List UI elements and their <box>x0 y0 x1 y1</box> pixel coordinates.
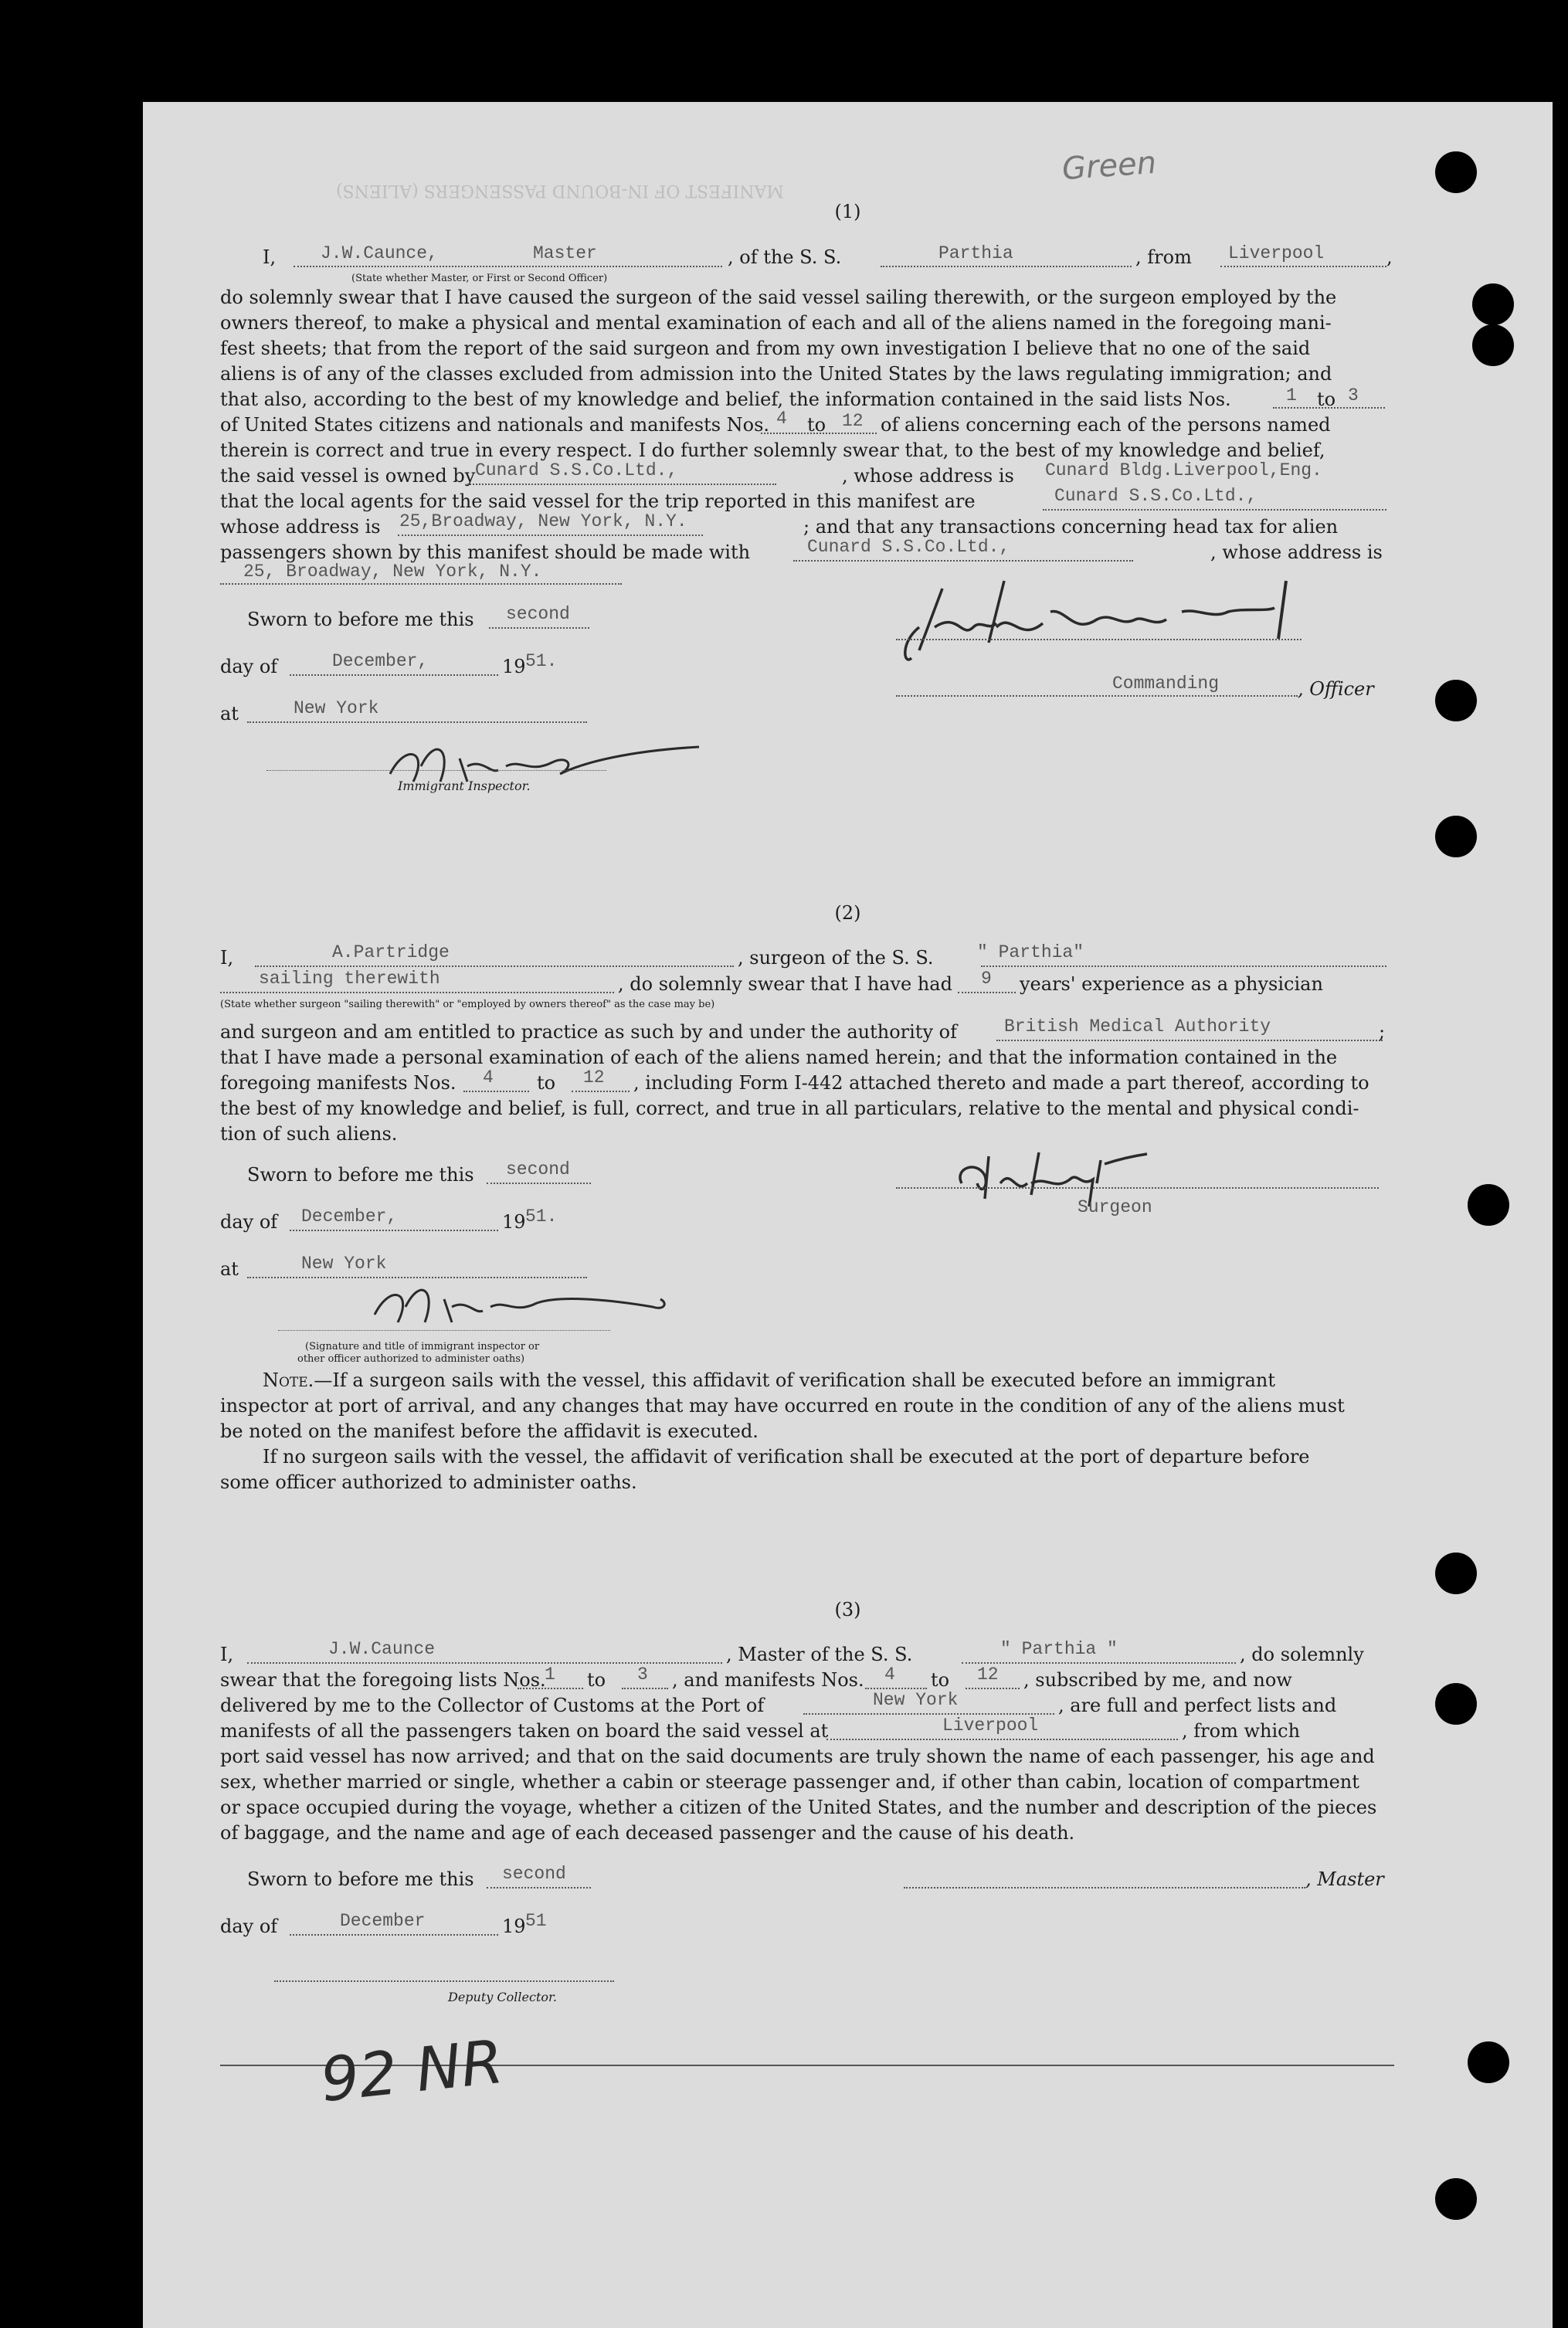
s1-officer-sign-line <box>896 639 1302 640</box>
s1-port-line <box>1220 266 1386 267</box>
s1-rank-caption: (State whether Master, or First or Second Officer) <box>351 273 608 284</box>
note-line3: be noted on the manifest before the affidavit is executed. <box>220 1420 759 1442</box>
s3-lists-to: 3 <box>637 1665 648 1685</box>
handwritten-code: 92 NR <box>317 2027 507 2116</box>
s3-day-of: day of <box>220 1916 278 1937</box>
s1-line4: aliens is of any of the classes excluded from admission into the United States by the laws regulating immigration; and <box>220 363 1332 385</box>
s1-line5: that also, according to the best of my knowledge and belief, the information contained in the said lists Nos. <box>220 389 1231 410</box>
s3-port-line <box>803 1713 1054 1715</box>
s2-inspector-signature <box>359 1268 684 1338</box>
s2-surgeon-name: A.Partridge <box>332 942 450 962</box>
binder-hole <box>1435 1683 1477 1725</box>
s2-i: I, <box>220 947 234 969</box>
s1-line11a: passengers shown by this manifest should be made with <box>220 541 751 563</box>
s2-vessel-line <box>981 965 1386 967</box>
s3-line3b: , are full and perfect lists and <box>1058 1695 1337 1716</box>
s1-agents-address: 25,Broadway, New York, N.Y. <box>399 511 687 531</box>
s2-line1b: , do solemnly swear that I have had <box>618 973 952 995</box>
s1-rank: Master <box>533 243 597 263</box>
s3-vessel: " Parthia " <box>1000 1639 1118 1659</box>
binder-hole <box>1472 324 1514 366</box>
s1-owner-line <box>467 484 776 485</box>
s1-officer-title: Commanding <box>1112 674 1220 694</box>
s1-owner-address: Cunard Bldg.Liverpool,Eng. <box>1045 460 1322 480</box>
s3-line5: port said vessel has now arrived; and that on the said documents are truly shown the name of each passenger, his age and <box>220 1746 1375 1767</box>
section-3-number: (3) <box>834 1599 861 1620</box>
s1-headtax-address-line <box>220 583 622 585</box>
s2-years: 9 <box>981 969 992 989</box>
s1-manifests-from: 4 <box>776 409 787 429</box>
binder-hole <box>1468 1184 1509 1226</box>
s1-master-name: J.W.Caunce, <box>321 243 438 263</box>
section-2-number: (2) <box>834 902 861 924</box>
note-line2: inspector at port of arrival, and any changes that may have occurred en route in the condition of any of the aliens must <box>220 1395 1345 1417</box>
s2-caption: (State whether surgeon "sailing therewith" or "employed by owners thereof" as the case may be) <box>220 999 715 1010</box>
s1-line9a: that the local agents for the said vessel for the trip reported in this manifest are <box>220 490 976 512</box>
s1-officer-caption: , Officer <box>1298 678 1374 700</box>
s3-manifests-from-line <box>865 1688 927 1689</box>
note-label: Note. <box>263 1369 314 1391</box>
s3-manifests-from: 4 <box>884 1665 895 1685</box>
document-page <box>143 102 1553 2328</box>
s3-year-suffix: 51 <box>525 1911 547 1931</box>
binder-hole <box>1435 816 1477 857</box>
s3-manifests-to: 12 <box>977 1665 999 1685</box>
s2-line2a: and surgeon and am entitled to practice as such by and under the authority of <box>220 1021 957 1043</box>
s3-sworn-line <box>487 1887 591 1889</box>
s2-sig-caption2: other officer authorized to administer oaths) <box>297 1353 525 1365</box>
s1-vessel: Parthia <box>938 243 1013 263</box>
s3-line4b: , from which <box>1182 1720 1301 1742</box>
s2-year-prefix: 19 <box>502 1211 526 1233</box>
s3-line7: or space occupied during the voyage, whether a citizen of the United States, and the number and description of the pieces <box>220 1797 1377 1818</box>
s1-agents-address-line <box>398 534 703 536</box>
s3-master-caption: , Master <box>1305 1868 1384 1890</box>
s1-line7: therein is correct and true in every respect. I do further solemnly swear that, to the best of my knowledge and belief, <box>220 439 1325 461</box>
s2-manifests-from-line <box>463 1091 529 1092</box>
s1-agents-line <box>1043 509 1386 511</box>
s3-line4a: manifests of all the passengers taken on board the said vessel at <box>220 1720 829 1742</box>
s1-line11b: , whose address is <box>1210 541 1383 563</box>
s2-sig-caption1: (Signature and title of immigrant inspector or <box>305 1341 540 1352</box>
s1-agents: Cunard S.S.Co.Ltd., <box>1054 486 1257 506</box>
s3-lists-from-line <box>518 1688 583 1689</box>
s1-vessel-line <box>881 266 1132 267</box>
s2-sworn-line <box>487 1183 591 1184</box>
s2-sworn-day: second <box>506 1159 570 1179</box>
s1-line6b: of aliens concerning each of the persons named <box>881 414 1331 436</box>
s1-officer-line <box>896 695 1298 697</box>
s1-line6a: of United States citizens and nationals and manifests Nos. <box>220 414 770 436</box>
binder-hole <box>1435 151 1477 193</box>
s3-month: December <box>340 1911 426 1931</box>
pencil-note: Green <box>1061 144 1158 188</box>
faint-header: MANIFEST OF IN-BOUND PASSENGERS (ALIENS) <box>336 181 784 200</box>
s3-solemnly: , do solemnly <box>1240 1644 1364 1665</box>
s1-line10b: ; and that any transactions concerning head tax for alien <box>803 516 1339 538</box>
s1-place-line <box>247 721 587 723</box>
binder-hole <box>1435 2178 1477 2220</box>
s1-day-of: day of <box>220 656 278 677</box>
note-text1: —If a surgeon sails with the vessel, this affidavit of verification shall be executed before an immigrant <box>314 1369 1276 1391</box>
s1-sworn-line <box>489 627 589 629</box>
s2-surgeon-label: Surgeon <box>1078 1197 1152 1217</box>
s1-line10a: whose address is <box>220 516 381 538</box>
s2-manifests-to: 12 <box>583 1067 605 1088</box>
s2-place: New York <box>301 1254 387 1274</box>
s1-manifests-to-word: to <box>807 414 826 436</box>
s1-line8b: , whose address is <box>842 465 1014 487</box>
s1-i: I, <box>263 246 277 268</box>
s3-lists-to-word: to <box>587 1669 606 1691</box>
s1-of-ss: , of the S. S. <box>728 246 842 268</box>
s3-master-of: , Master of the S. S. <box>726 1644 913 1665</box>
s3-lists-to-line <box>622 1688 668 1689</box>
s3-master-name: J.W.Caunce <box>328 1639 436 1659</box>
s1-owner: Cunard S.S.Co.Ltd., <box>475 460 678 480</box>
s2-year-suffix: 51. <box>525 1206 558 1227</box>
binder-hole <box>1435 680 1477 721</box>
s3-collector-line <box>274 1980 614 1982</box>
s1-year-prefix: 19 <box>502 656 526 677</box>
s3-lists-from: 1 <box>545 1665 555 1685</box>
s3-sworn: Sworn to before me this <box>247 1868 474 1890</box>
s3-master-sign-line <box>904 1887 1305 1889</box>
s3-month-line <box>290 1934 498 1936</box>
s1-month: December, <box>332 651 429 671</box>
s3-port: New York <box>873 1690 959 1710</box>
s3-manifests-to-line <box>966 1688 1020 1689</box>
s2-line6: tion of such aliens. <box>220 1123 398 1145</box>
s2-vessel: " Parthia" <box>977 942 1084 962</box>
s2-line1c: years' experience as a physician <box>1020 973 1323 995</box>
s1-port: Liverpool <box>1228 243 1325 263</box>
s2-at: at <box>220 1258 239 1280</box>
s2-surgeon-of: , surgeon of the S. S. <box>738 947 934 969</box>
s3-departure-line <box>826 1739 1178 1740</box>
s2-years-line <box>958 992 1016 993</box>
binder-hole <box>1468 2041 1509 2083</box>
s2-semicolon: ; <box>1379 1021 1386 1043</box>
s1-sworn: Sworn to before me this <box>247 609 474 630</box>
s2-sailing: sailing therewith <box>259 969 440 989</box>
binder-hole <box>1472 283 1514 325</box>
s1-inspector-caption: Immigrant Inspector. <box>398 779 531 793</box>
s1-line2: owners thereof, to make a physical and mental examination of each and all of the aliens named in the foregoing mani- <box>220 312 1332 334</box>
s1-inspector-line <box>266 770 606 771</box>
s2-line5: the best of my knowledge and belief, is full, correct, and true in all particulars, relative to the mental and physical condi- <box>220 1098 1359 1119</box>
s3-sworn-day: second <box>502 1864 566 1884</box>
section-1-number: (1) <box>834 201 861 222</box>
s2-to-word: to <box>537 1072 556 1094</box>
s3-manifests-to-word: to <box>931 1669 950 1691</box>
s3-i: I, <box>220 1644 234 1665</box>
s3-departure: Liverpool <box>942 1715 1039 1736</box>
s2-authority-line <box>996 1040 1383 1041</box>
s1-lists-to: 3 <box>1348 385 1359 406</box>
s2-manifests-from: 4 <box>483 1067 494 1088</box>
s1-manifests-to: 12 <box>842 411 864 431</box>
s3-line2a: swear that the foregoing lists Nos. <box>220 1669 546 1691</box>
s1-headtax-address: 25, Broadway, New York, N.Y. <box>243 562 542 582</box>
s1-master-signature <box>888 565 1290 674</box>
s1-line8a: the said vessel is owned by <box>220 465 476 487</box>
note-line5: some officer authorized to administer oaths. <box>220 1471 637 1493</box>
s1-at: at <box>220 703 239 725</box>
s2-month-line <box>290 1230 498 1231</box>
s1-headtax-line <box>793 560 1133 562</box>
s2-sailing-line <box>220 992 614 993</box>
s1-headtax-party: Cunard S.S.Co.Ltd., <box>807 537 1010 557</box>
note-line4: If no surgeon sails with the vessel, the affidavit of verification shall be executed at the port of departure before <box>263 1446 1310 1468</box>
s3-line6: sex, whether married or single, whether a cabin or steerage passenger and, if other than cabin, location of compartment <box>220 1771 1359 1793</box>
s1-sworn-day: second <box>506 604 570 624</box>
s3-vessel-line <box>962 1662 1236 1664</box>
s1-from: , from <box>1135 246 1192 268</box>
s1-month-line <box>290 674 498 676</box>
s1-year-suffix: 51. <box>525 651 558 671</box>
note-line1 <box>263 1369 1275 1391</box>
binder-hole <box>1435 1553 1477 1594</box>
s2-month: December, <box>301 1206 398 1227</box>
s2-line4b: , including Form I-442 attached thereto and made a part thereof, according to <box>633 1072 1369 1094</box>
s3-name-line <box>247 1662 722 1664</box>
s3-line2c: , subscribed by me, and now <box>1023 1669 1292 1691</box>
s1-name-line <box>294 266 722 267</box>
s2-name-line <box>255 965 734 967</box>
s2-day-of: day of <box>220 1211 278 1233</box>
s1-comma: , <box>1386 246 1393 268</box>
s1-lists-to-word: to <box>1317 389 1336 410</box>
s2-surgeon-signature <box>946 1137 1193 1214</box>
s3-line8: of baggage, and the name and age of each deceased passenger and the cause of his death. <box>220 1822 1075 1844</box>
s3-year-prefix: 19 <box>502 1916 526 1937</box>
s2-authority: British Medical Authority <box>1004 1016 1271 1037</box>
s2-manifests-to-line <box>572 1091 630 1092</box>
s3-line3a: delivered by me to the Collector of Customs at the Port of <box>220 1695 765 1716</box>
s1-line1: do solemnly swear that I have caused the surgeon of the said vessel sailing therewith, or the surgeon employed by the <box>220 287 1337 308</box>
s2-line4a: foregoing manifests Nos. <box>220 1072 456 1094</box>
s1-line3: fest sheets; that from the report of the said surgeon and from my own investigation I believe that no one of the said <box>220 338 1311 359</box>
s2-inspector-line <box>278 1330 610 1331</box>
s2-line3: that I have made a personal examination of each of the aliens named herein; and that the information contained in the <box>220 1047 1338 1068</box>
s3-collector-caption: Deputy Collector. <box>448 1990 557 2004</box>
s1-lists-from: 1 <box>1286 385 1297 406</box>
s2-surgeon-sign-line <box>896 1187 1379 1189</box>
s3-line2b: , and manifests Nos. <box>672 1669 864 1691</box>
s2-sworn: Sworn to before me this <box>247 1164 474 1186</box>
s1-place: New York <box>294 698 379 718</box>
